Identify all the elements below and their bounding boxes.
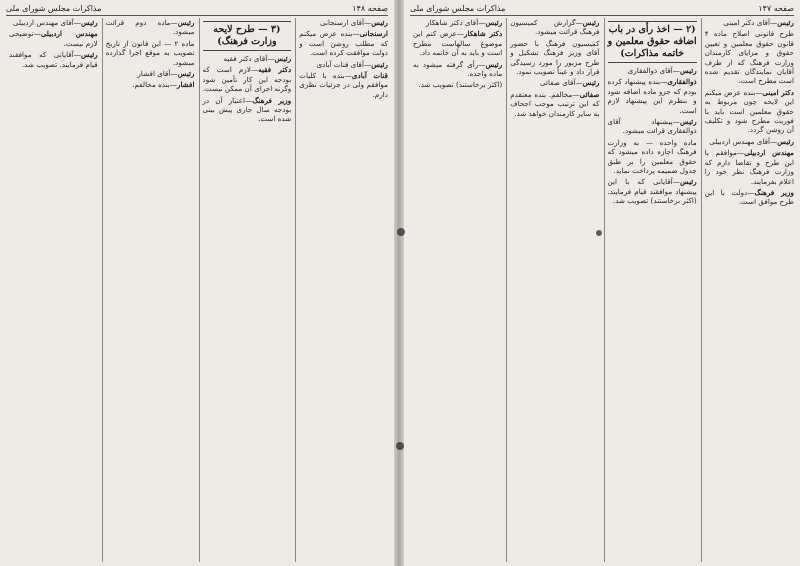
page-header xyxy=(6,3,388,16)
paragraph xyxy=(9,50,98,69)
paragraph-text: ماده واحده — به وزارت فرهنگ اجازه داده میشود که حقوق معلمین را بر طبق جدول ضمیمه پرداخت نماید. xyxy=(607,137,697,176)
paragraph xyxy=(510,90,599,118)
section-headline: (۳ — طرح لایحه وزارت فرهنگ) xyxy=(203,21,292,51)
speaker-name: رئیس xyxy=(679,66,697,75)
page-header xyxy=(410,3,794,16)
ink-smudge xyxy=(596,230,602,236)
paragraph xyxy=(608,117,697,136)
paragraph-text: —گزارش کمیسیون فرهنگ قرائت میشود. xyxy=(510,18,600,37)
speaker-name: رئیس xyxy=(679,177,697,187)
paragraph xyxy=(705,29,794,85)
paragraph xyxy=(510,18,599,37)
column-group xyxy=(6,18,388,562)
speaker-name: رئیس xyxy=(80,50,98,60)
paragraph xyxy=(608,177,697,205)
paragraph-text: —آقای صفائی xyxy=(540,78,583,88)
speaker-name: مهندس اردبیلی xyxy=(40,29,98,39)
speaker-name: رئیس xyxy=(371,59,388,69)
text-column xyxy=(410,18,502,562)
paragraph xyxy=(203,96,292,124)
paragraph xyxy=(106,69,195,78)
paragraph xyxy=(9,29,98,48)
column-group xyxy=(410,18,794,562)
speaker-name: صفائی xyxy=(579,89,600,99)
page-title: مذاکرات مجلس شورای ملی xyxy=(410,4,506,13)
paragraph-text: —آقای افشار xyxy=(137,69,178,79)
speaker-name: ارسنجانی xyxy=(359,29,388,39)
paragraph-text: —آقای ذوالفقاری xyxy=(627,66,680,75)
text-column xyxy=(506,18,599,562)
text-column xyxy=(102,18,195,562)
speaker-name: وزیر فرهنگ xyxy=(754,187,794,197)
paragraph xyxy=(106,39,195,67)
text-column xyxy=(295,18,388,562)
paragraph-text: —بنده با کلیات موافقم ولی در جزئیات نظری دارم. xyxy=(299,71,388,99)
speaker-name: افشار xyxy=(176,80,195,90)
paragraph xyxy=(413,80,502,89)
speaker-name: رئیس xyxy=(582,18,600,27)
text-column xyxy=(701,18,794,562)
speaker-name: رئیس xyxy=(371,18,388,27)
ink-smudge xyxy=(396,442,404,450)
right-page xyxy=(404,0,800,566)
paragraph-text: —بنده مخالفم. xyxy=(132,80,177,90)
speaker-name: رئیس xyxy=(777,18,794,27)
paragraph-text: —اعتبار آن در بودجه سال جاری پیش بینی شده است. xyxy=(202,95,292,124)
paragraph-text: —آقای قنات آبادی xyxy=(316,59,372,69)
left-page xyxy=(0,0,394,566)
paragraph xyxy=(299,29,388,57)
ink-smudge xyxy=(397,228,405,236)
paragraph xyxy=(299,71,388,99)
paragraph xyxy=(705,188,794,207)
paragraph-text: —آقای ارسنجانی xyxy=(319,18,372,27)
paragraph-text: —مخالفم. بنده معتقدم که این ترتیب موجب اجحاف به سایر کارمندان خواهد شد. xyxy=(510,89,600,118)
paragraph xyxy=(9,18,98,27)
speaker-name: مهندس اردبیلی xyxy=(744,148,794,158)
speaker-name: رئیس xyxy=(177,18,195,27)
paragraph xyxy=(705,137,794,146)
paragraph xyxy=(299,60,388,69)
speaker-name: قنات آبادی xyxy=(351,71,388,81)
paragraph-text: —آقایانی که با این پیشنهاد موافقند قیام فرمایند. (اکثر برخاستند) تصویب شد. xyxy=(607,177,697,206)
speaker-name: دکتر امینی xyxy=(762,87,794,97)
speaker-name: دکتر فقیه xyxy=(258,65,292,75)
paragraph-text: طرح قانونی اصلاح ماده ۴ قانون حقوق معلمین و تعیین حقوق و مزایای کارمندان وزارت فرهنگ که از طرف آقایان نمایندگان تقدیم شده است مطرح است. xyxy=(704,29,794,86)
paragraph xyxy=(705,18,794,27)
speaker-name: ذوالفقاری xyxy=(667,77,697,87)
paragraph xyxy=(203,54,292,63)
section-headline: (۲ — اخذ رأی در باب اضافه حقوق معلمین و خاتمه مذاکرات) xyxy=(608,21,697,63)
paragraph xyxy=(203,65,292,93)
speaker-name: رئیس xyxy=(80,18,98,27)
speaker-name: رئیس xyxy=(274,54,292,63)
speaker-name: رئیس xyxy=(777,136,794,146)
paragraph xyxy=(413,60,502,79)
speaker-name: رئیس xyxy=(485,18,503,27)
paragraph-text: —آقای دکتر امینی xyxy=(723,18,778,27)
paragraph xyxy=(608,138,697,176)
paragraph-text: —بنده پیشنهاد کرده بودم که جزو ماده اضافه شود و بنظرم این پیشنهاد لازم است. xyxy=(607,77,697,115)
page-number: صفحه ۱۴۸ xyxy=(352,4,388,13)
paragraph-text: —ماده دوم قرائت میشود. xyxy=(105,18,195,37)
paragraph xyxy=(106,80,195,89)
paragraph-text: —بنده عرض میکنم که مطلب روشن است و دولت موافقت کرده است. xyxy=(299,29,388,58)
paragraph-text: —لازم است که بودجه این کار تأمین شود وگرنه اجرای آن ممکن نیست. xyxy=(202,65,292,94)
speaker-name: رئیس xyxy=(177,69,195,79)
paragraph-text: —آقای دکتر فقیه xyxy=(223,54,275,63)
paragraph-text: —دولت با این طرح موافق است. xyxy=(704,187,794,207)
text-column xyxy=(199,18,292,562)
text-column xyxy=(6,18,98,562)
paragraph xyxy=(705,88,794,135)
paragraph xyxy=(106,18,195,37)
paragraph-text: —رأی گرفته میشود به ماده واحده. xyxy=(413,59,503,79)
paragraph xyxy=(510,78,599,87)
paragraph-text: —عرض کنم این موضوع سالهاست مطرح است و باید به آن خاتمه داد. xyxy=(413,29,503,58)
paragraph-text: کمیسیون فرهنگ با حضور آقای وزیر فرهنگ تشکیل و طرح مزبور را مورد رسیدگی قرار داد و عیناً تصویب نمود. xyxy=(510,38,600,77)
text-column xyxy=(604,18,697,562)
paragraph xyxy=(705,148,794,186)
page-number: صفحه ۱۴۷ xyxy=(758,4,794,13)
paragraph-text: —پیشنهاد آقای ذوالفقاری قرائت میشود. xyxy=(607,117,697,136)
paragraph-text: —آقای دکتر شاهکار xyxy=(426,18,486,27)
paragraph-text: ماده ۲ — این قانون از تاریخ تصویب به موقع اجرا گذارده میشود. xyxy=(105,38,195,67)
paragraph-text: (اکثر برخاستند) تصویب شد. xyxy=(418,80,503,90)
paragraph-text: —موافقم با این طرح و تقاضا دارم که وزارت فرهنگ نظر خود را اعلام بفرمایند. xyxy=(704,148,794,186)
speaker-name: وزیر فرهنگ xyxy=(252,95,292,105)
paragraph xyxy=(510,39,599,77)
paragraph-text: —آقایانی که موافقند قیام فرمایند. تصویب شد. xyxy=(9,50,98,69)
paragraph-text: —آقای مهندس اردبیلی xyxy=(12,18,81,27)
speaker-name: رئیس xyxy=(582,78,600,88)
speaker-name: رئیس xyxy=(679,117,697,127)
page-title: مذاکرات مجلس شورای ملی xyxy=(6,4,102,13)
paragraph xyxy=(413,18,502,27)
paragraph xyxy=(608,77,697,115)
page-gutter xyxy=(394,0,404,566)
speaker-name: دکتر شاهکار xyxy=(464,29,503,39)
paragraph-text: —آقای مهندس اردبیلی xyxy=(709,136,778,146)
paragraph xyxy=(608,66,697,75)
paragraph xyxy=(413,29,502,57)
paragraph-text: —توضیحی لازم نیست. xyxy=(9,29,98,48)
paragraph xyxy=(299,18,388,27)
speaker-name: رئیس xyxy=(485,59,503,69)
paragraph-text: —بنده عرض میکنم این لایحه چون مربوط به حقوق معلمین است باید با فوریت مطرح شود و تکلیف آن روشن گردد. xyxy=(704,87,794,135)
